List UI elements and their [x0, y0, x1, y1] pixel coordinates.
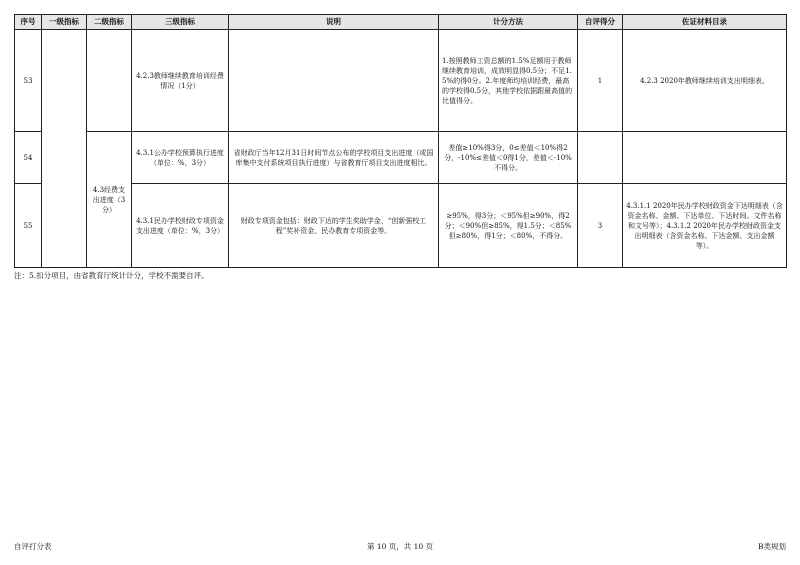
evidence-cell — [623, 132, 787, 184]
level3-cell: 4.3.1公办学校预算执行进度（单位：%，3分） — [132, 132, 229, 184]
table-note: 注：5.扣分项目，由省教育厅统计计分，学校不需要自评。 — [14, 271, 209, 280]
evidence-cell: 4.3.1.1 2020年民办学校财政资金下达明细表（含资金名称、金额、下达单位、下达时间、文件名称和文号等）；4.3.1.2 2020年民办学校财政资金支出明细表（含资金名称、下达金额、支出金额等）。 — [623, 184, 787, 268]
header-level2: 二级指标 — [87, 15, 132, 30]
level2-merged-cell: 4.3经费支出进度（3分） — [87, 132, 132, 268]
description-cell: 省财政厅当年12月31日时间节点公布的学校项目支出进度（或国库集中支付系统项目执行进度）与省教育厅项目支出进度相比。 — [229, 132, 439, 184]
level1-cell — [42, 30, 87, 268]
row-number: 53 — [15, 30, 42, 132]
scoring-method-cell: 1.按照教师工资总额的1.5%足额用于教师继续教育培训，成效明显得0.5分；不足1.5%的得0分。2.年度师均培训经费，最高的学校得0.5分，其他学校依据跟最高值的比值得分。 — [439, 30, 578, 132]
header-no: 序号 — [15, 15, 42, 30]
level2-cell — [87, 30, 132, 132]
header-level1: 一级指标 — [42, 15, 87, 30]
header-level3: 三级指标 — [132, 15, 229, 30]
evidence-cell: 4.2.3 2020年教师继续培训支出明细表。 — [623, 30, 787, 132]
description-cell — [229, 30, 439, 132]
score-table — [14, 14, 787, 268]
level3-cell: 4.3.1民办学校财政专项资金支出进度（单位：%，3分） — [132, 184, 229, 268]
level3-cell: 4.2.3教师继续教育培训经费情况（1分） — [132, 30, 229, 132]
self-score-cell — [578, 132, 623, 184]
footer-left-text: 自评打分表 — [14, 542, 52, 551]
scoring-method-cell: 差值≥10%得3分，0≤差值＜10%得2分，-10%≤差值＜0得1分，差值＜-10%不得分。 — [439, 132, 578, 184]
table-header-row — [15, 15, 787, 30]
page-number: 第 10 页，共 10 页 — [366, 542, 434, 551]
description-cell: 财政专项资金包括：财政下达的学生奖助学金、“创新强校工程”奖补资金、民办教育专项资金等。 — [229, 184, 439, 268]
footer-right-text: B类规划 — [757, 542, 786, 551]
table-row — [15, 132, 787, 184]
table-row — [15, 30, 787, 132]
score-table-sheet — [14, 14, 786, 268]
row-number: 55 — [15, 184, 42, 268]
self-score-cell: 3 — [578, 184, 623, 268]
header-evidence: 佐证材料目录 — [623, 15, 787, 30]
self-score-cell: 1 — [578, 30, 623, 132]
scoring-method-cell: ≥95%，得3分；＜95%但≥90%，得2分；＜90%但≥85%，得1.5分；＜85%但≥80%，得1分；＜80%，不得分。 — [439, 184, 578, 268]
header-description: 说明 — [229, 15, 439, 30]
header-self-score: 自评得分 — [578, 15, 623, 30]
row-number: 54 — [15, 132, 42, 184]
header-scoring-method: 计分方法 — [439, 15, 578, 30]
